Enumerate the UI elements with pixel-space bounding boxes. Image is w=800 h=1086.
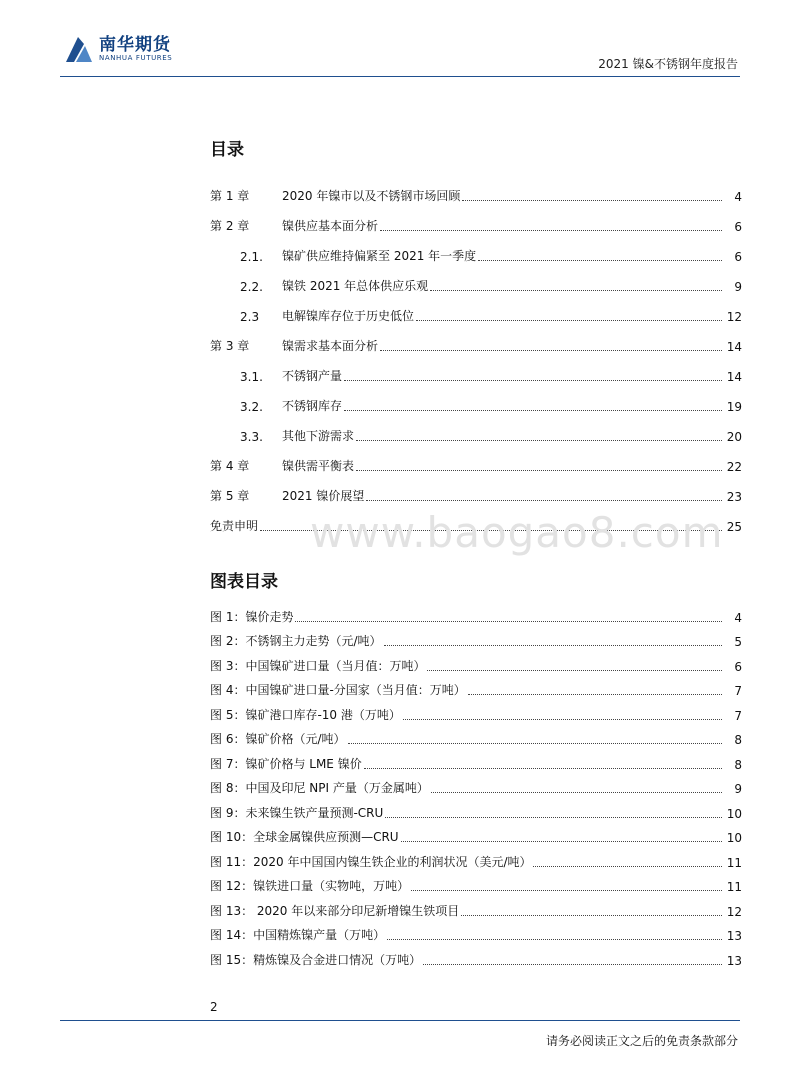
dot-leader: [344, 379, 722, 381]
page-number: 2: [210, 1000, 218, 1014]
page-ref: 7: [734, 708, 742, 723]
figure-entry-label: 图 5：镍矿港口库存-10 港（万吨）: [210, 707, 401, 722]
page-ref: 22: [726, 460, 742, 474]
figure-list-title: 图表目录: [210, 572, 278, 592]
toc-entry-label: 镍矿供应维持偏紧至 2021 年一季度: [282, 249, 477, 263]
toc-entry-label: 免责申明: [210, 519, 259, 533]
dot-leader: [416, 319, 722, 321]
page-ref: 19: [726, 400, 742, 414]
page-ref: 8: [734, 757, 742, 772]
footer-divider: [60, 1020, 740, 1021]
dot-leader: [385, 816, 722, 818]
toc-entry[interactable]: [210, 474, 742, 504]
brand-logo: [64, 34, 172, 64]
toc-entry-number: 第 1 章: [210, 189, 250, 203]
figure-entry-label: 图 13： 2020 年以来部分印尼新增镍生铁项目: [210, 903, 460, 918]
dot-leader: [533, 865, 722, 867]
page-ref: 25: [726, 520, 742, 534]
toc-entry-number: 2.3: [240, 310, 260, 324]
figure-entry[interactable]: [210, 674, 742, 699]
figure-entry[interactable]: [210, 943, 742, 968]
header-divider: [60, 76, 740, 77]
toc-entry[interactable]: [210, 264, 742, 294]
figure-entry-label: 图 6：镍矿价格（元/吨）: [210, 732, 346, 746]
dot-leader: [380, 229, 722, 231]
figure-entry[interactable]: [210, 796, 742, 821]
figure-entry-label: 图 12：镍铁进口量（实物吨，万吨）: [210, 879, 410, 893]
dot-leader: [423, 963, 722, 965]
dot-leader: [461, 914, 722, 916]
dot-leader: [462, 199, 722, 201]
toc-entry[interactable]: [210, 354, 742, 384]
figure-entry[interactable]: [210, 870, 742, 895]
figure-entry-label: 图 3：中国镍矿进口量（当月值：万吨）: [210, 658, 426, 673]
figure-entry[interactable]: [210, 821, 742, 846]
page-ref: 9: [734, 782, 742, 796]
page-ref: 13: [726, 953, 742, 968]
dot-leader: [427, 669, 722, 671]
page-ref: 6: [734, 250, 742, 264]
dot-leader: [411, 889, 722, 891]
figure-entry[interactable]: [210, 919, 742, 944]
page-ref: 12: [726, 310, 742, 324]
figure-entry[interactable]: [210, 747, 742, 772]
toc-entry-label: 镍供需平衡表: [282, 459, 355, 473]
page-ref: 10: [726, 806, 742, 821]
figure-list: [210, 600, 742, 968]
page-ref: 23: [726, 490, 742, 504]
dot-leader: [384, 644, 723, 646]
figure-entry-label: 图 4：中国镍矿进口量-分国家（当月值：万吨）: [210, 683, 466, 697]
toc-entry-number: 3.1.: [240, 370, 263, 384]
toc-entry-label: 2021 镍价展望: [282, 489, 365, 503]
toc-title: 目录: [210, 140, 244, 160]
figure-entry[interactable]: [210, 894, 742, 919]
figure-entry-label: 图 11：2020 年中国国内镍生铁企业的利润状况（美元/吨）: [210, 854, 532, 869]
figure-entry[interactable]: [210, 772, 742, 797]
toc-entry[interactable]: [210, 294, 742, 324]
toc-entry-number: 第 5 章: [210, 489, 250, 503]
toc-entry-number: 2.2.: [240, 280, 263, 294]
toc-entry[interactable]: [210, 384, 742, 414]
toc-entry-number: 3.3.: [240, 430, 263, 444]
dot-leader: [295, 620, 722, 622]
page-ref: 20: [726, 430, 742, 444]
dot-leader: [478, 259, 722, 261]
figure-entry-label: 图 7：镍矿价格与 LME 镍价: [210, 756, 362, 771]
toc-entry[interactable]: [210, 234, 742, 264]
toc-entry[interactable]: [210, 174, 742, 204]
dot-leader: [366, 499, 722, 501]
figure-entry[interactable]: [210, 600, 742, 625]
toc-entry-number: 3.2.: [240, 400, 263, 414]
figure-entry-label: 图 8：中国及印尼 NPI 产量（万金属吨）: [210, 781, 429, 795]
page-ref: 14: [726, 370, 742, 384]
page-ref: 14: [726, 340, 742, 354]
dot-leader: [387, 938, 722, 940]
page-ref: 13: [726, 929, 742, 943]
watermark: www.baogao8.com: [310, 508, 724, 557]
figure-entry[interactable]: [210, 698, 742, 723]
toc-entry[interactable]: [210, 324, 742, 354]
figure-entry-label: 图 1：镍价走势: [210, 609, 294, 624]
page-ref: 5: [734, 635, 742, 649]
page-ref: 9: [734, 280, 742, 294]
figure-entry-label: 图 2：不锈钢主力走势（元/吨）: [210, 634, 382, 648]
toc-entry-label: 不锈钢库存: [282, 399, 343, 413]
dot-leader: [380, 349, 722, 351]
page-ref: 7: [734, 684, 742, 698]
figure-entry[interactable]: [210, 625, 742, 650]
dot-leader: [403, 718, 722, 720]
page-ref: 6: [734, 220, 742, 234]
toc-entry-number: 第 2 章: [210, 219, 250, 233]
report-title: 2021 镍&不锈钢年度报告: [598, 57, 738, 71]
dot-leader: [344, 409, 722, 411]
page-ref: 8: [734, 733, 742, 747]
page-ref: 4: [734, 610, 742, 625]
nanhua-logo-icon: [64, 34, 94, 64]
dot-leader: [356, 439, 722, 441]
brand-name-cn: 南华期货: [99, 34, 171, 55]
toc-entry-label: 电解镍库存位于历史低位: [282, 309, 415, 323]
page-ref: 10: [726, 831, 742, 845]
figure-entry[interactable]: [210, 723, 742, 748]
figure-entry-label: 图 15：精炼镍及合金进口情况（万吨）: [210, 952, 422, 967]
dot-leader: [430, 289, 722, 291]
page-ref: 12: [726, 904, 742, 919]
toc-entry-label: 其他下游需求: [282, 429, 355, 443]
toc-entry[interactable]: [210, 204, 742, 234]
page-ref: 11: [726, 880, 742, 894]
toc-entry-number: 第 3 章: [210, 339, 250, 353]
dot-leader: [348, 742, 723, 744]
figure-entry[interactable]: [210, 649, 742, 674]
figure-entry[interactable]: [210, 845, 742, 870]
toc-entry-label: 镍供应基本面分析: [282, 219, 379, 233]
dot-leader: [468, 693, 722, 695]
toc-entry[interactable]: [210, 414, 742, 444]
toc-entry-label: 镍铁 2021 年总体供应乐观: [282, 279, 429, 293]
footer-disclaimer: 请务必阅读正文之后的免责条款部分: [545, 1034, 738, 1048]
page-ref: 11: [726, 855, 742, 870]
dot-leader: [431, 791, 722, 793]
toc-entry-label: 不锈钢产量: [282, 369, 343, 383]
dot-leader: [401, 840, 722, 842]
dot-leader: [364, 767, 722, 769]
brand-name-en: NANHUA FUTURES: [99, 53, 173, 62]
page-ref: 4: [734, 190, 742, 204]
figure-entry-label: 图 14：中国精炼镍产量（万吨）: [210, 928, 386, 942]
page-ref: 6: [734, 659, 742, 674]
toc-entry-number: 第 4 章: [210, 459, 250, 473]
toc-entry-label: 2020 年镍市以及不锈钢市场回顾: [282, 189, 461, 203]
toc-entry-number: 2.1.: [240, 250, 263, 264]
figure-entry-label: 图 9：未来镍生铁产量预测-CRU: [210, 805, 384, 820]
toc-entry-label: 镍需求基本面分析: [282, 339, 379, 353]
toc-list: [210, 174, 742, 534]
toc-entry[interactable]: [210, 444, 742, 474]
figure-entry-label: 图 10：全球金属镍供应预测—CRU: [210, 830, 399, 844]
dot-leader: [356, 469, 722, 471]
